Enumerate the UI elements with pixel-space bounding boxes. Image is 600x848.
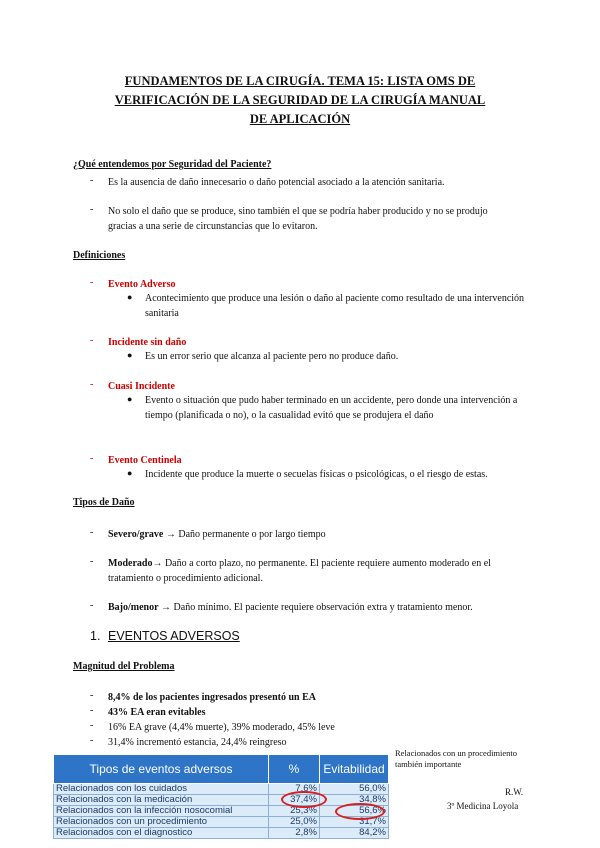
bullet: ● xyxy=(127,350,133,360)
bullet: ● xyxy=(127,394,133,404)
seguridad-heading: ¿Qué entendemos por Seguridad del Paciente? xyxy=(73,159,272,170)
magnitud-item: 8,4% de los pacientes ingresados presentó un EA xyxy=(108,692,316,703)
dash: - xyxy=(90,453,94,464)
tipo-text: → Daño permanente o por largo tiempo xyxy=(163,529,326,540)
tipo-text: → Daño a corto plazo, no permanente. El paciente requiere aumento moderado en el tratamiento o procedimiento adicional. xyxy=(108,558,491,584)
table-cell: 25,3% xyxy=(269,806,320,817)
dash: - xyxy=(90,204,94,215)
table-header: Evitabilidad xyxy=(320,755,389,784)
table-cell: 7,6% xyxy=(269,784,320,795)
document-title xyxy=(60,72,540,129)
magnitud-item: 16% EA grave (4,4% muerte), 39% moderado, 45% leve xyxy=(108,722,335,733)
section-number: 1. xyxy=(90,629,101,643)
dash: - xyxy=(90,735,94,746)
section-title: EVENTOS ADVERSOS xyxy=(108,629,240,643)
dash: - xyxy=(90,175,94,186)
table-cell: Relacionados con la infección nosocomial xyxy=(54,806,269,817)
tipo-label: Severo/grave xyxy=(108,529,164,540)
magnitud-item: 31,4% incrementó estancia, 24,4% reingreso xyxy=(108,737,287,748)
title-line: VERIFICACIÓN DE LA SEGURIDAD DE LA CIRUGÍA MANUAL xyxy=(114,93,486,107)
title-line: FUNDAMENTOS DE LA CIRUGÍA. TEMA 15: LISTA OMS DE xyxy=(124,74,476,88)
dash: - xyxy=(90,705,94,716)
bullet: ● xyxy=(127,292,133,302)
table-cell: 56,6% xyxy=(320,806,389,817)
table-cell: 2,8% xyxy=(269,828,320,839)
dash: - xyxy=(90,335,94,346)
dash: - xyxy=(90,720,94,731)
table-cell: Relacionados con un procedimiento xyxy=(54,817,269,828)
table-cell: Relacionados con el diagnostico xyxy=(54,828,269,839)
term-evento-centinela: Evento Centinela xyxy=(108,455,182,466)
table-row xyxy=(54,828,389,839)
dash: - xyxy=(90,556,94,567)
tipo-text: → Daño mínimo. El paciente requiere observación extra y tratamiento menor. xyxy=(158,602,473,613)
term-incidente-sin-dano: Incidente sin daño xyxy=(108,337,187,348)
term-description: Acontecimiento que produce una lesión o daño al paciente como resultado de una intervención sanitaria xyxy=(145,293,525,319)
table-row xyxy=(54,784,389,795)
table-cell: 31,7% xyxy=(320,817,389,828)
term-cuasi-incidente: Cuasi Incidente xyxy=(108,381,175,392)
table-cell: 34,8% xyxy=(320,795,389,806)
table-header: Tipos de eventos adversos xyxy=(54,755,269,784)
tipo-moderado xyxy=(108,556,528,586)
magnitud-heading: Magnitud del Problema xyxy=(73,661,175,672)
table-cell: Relacionados con la medicación xyxy=(54,795,269,806)
table-cell: 84,2% xyxy=(320,828,389,839)
definiciones-heading: Definiciones xyxy=(73,250,126,261)
term-description: Evento o situación que pudo haber terminado en un accidente, pero donde una intervención a tiempo (planificada o no), o la casualidad evitó que se produjera el daño xyxy=(145,395,518,421)
table-row xyxy=(54,795,389,806)
table-row xyxy=(54,817,389,828)
term-description: Es un error serio que alcanza al paciente pero no produce daño. xyxy=(145,351,399,362)
eventos-adversos-table xyxy=(53,754,389,839)
table-cell: 37,4% xyxy=(269,795,320,806)
table-header-row xyxy=(54,755,389,784)
dash: - xyxy=(90,277,94,288)
tipo-severo xyxy=(108,527,528,542)
bullet: ● xyxy=(127,468,133,478)
table-cell: 56,0% xyxy=(320,784,389,795)
table-cell: Relacionados con los cuidados xyxy=(54,784,269,795)
term-description: Incidente que produce la muerte o secuelas físicas o psicológicas, o el riesgo de estas. xyxy=(145,469,488,480)
seguridad-item: Es la ausencia de daño innecesario o daño potencial asociado a la atención sanitaria. xyxy=(108,177,445,188)
dash: - xyxy=(90,379,94,390)
tipo-label: Moderado xyxy=(108,558,153,569)
highlight-circle xyxy=(335,803,385,820)
tipo-bajo xyxy=(108,600,528,615)
dash: - xyxy=(90,600,94,611)
magnitud-item: 43% EA eran evitables xyxy=(108,707,206,718)
author-initials: R.W. xyxy=(505,787,524,797)
tipo-label: Bajo/menor xyxy=(108,602,159,613)
term-evento-adverso: Evento Adverso xyxy=(108,279,176,290)
dash: - xyxy=(90,527,94,538)
table-cell: 25,0% xyxy=(269,817,320,828)
table-header: % xyxy=(269,755,320,784)
course-label: 3º Medicina Loyola xyxy=(447,801,519,811)
side-note: Relacionados con un procedimiento también importante xyxy=(395,748,518,769)
dash: - xyxy=(90,690,94,701)
seguridad-item: No solo el daño que se produce, sino también el que se podría haber producido y no se produjo gracias a una serie de circunstancias que lo evitaron. xyxy=(108,206,488,232)
tipos-heading: Tipos de Daño xyxy=(73,497,135,508)
highlight-circle xyxy=(281,791,327,808)
title-line: DE APLICACIÓN xyxy=(249,112,351,126)
